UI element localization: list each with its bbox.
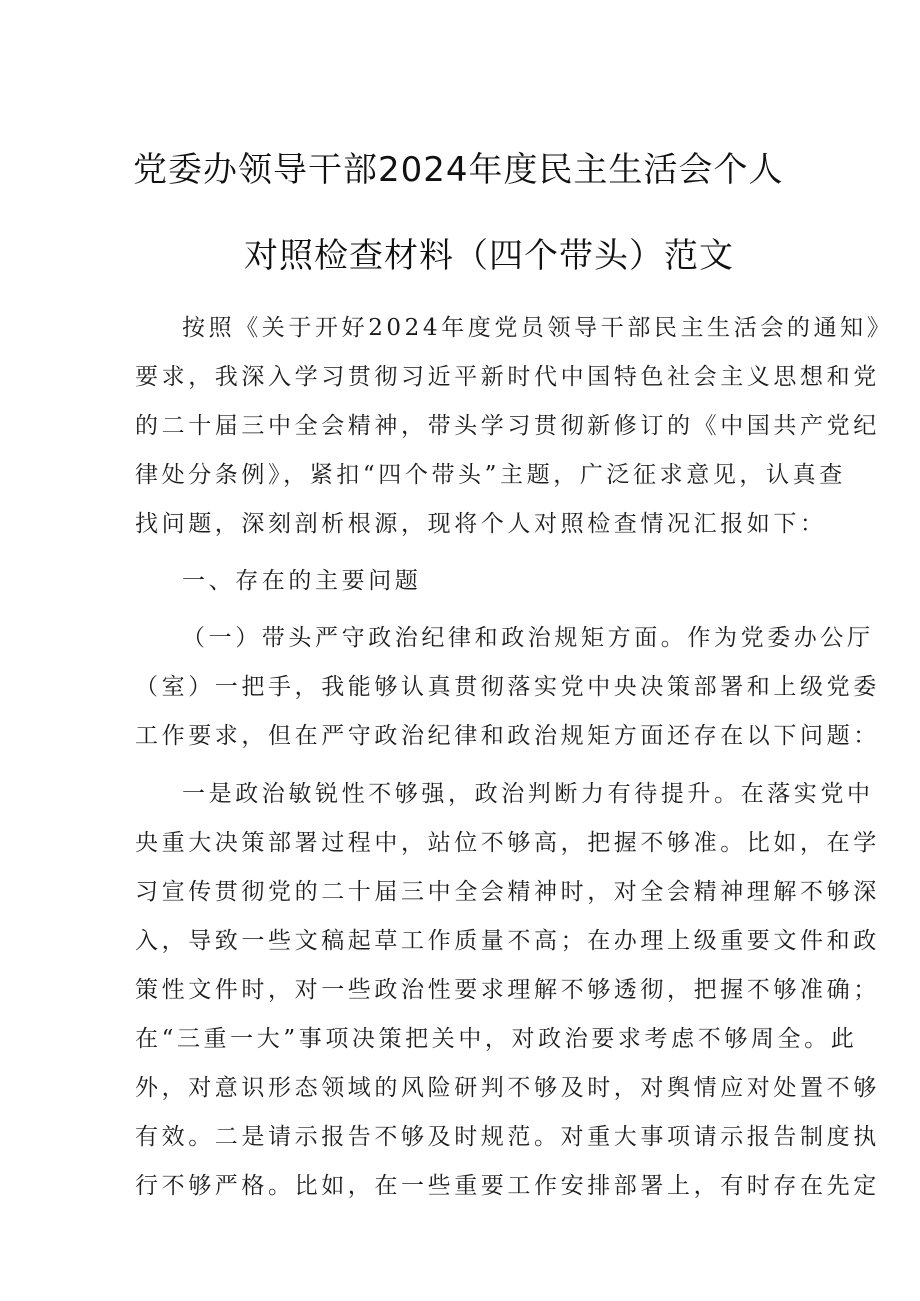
body-line-5: 策性文件时，对一些政治性要求理解不够透彻，把握不够准确； bbox=[135, 977, 880, 1003]
body-line-9: 行不够严格。比如，在一些重要工作安排部署上，有时存在先定 bbox=[135, 1173, 880, 1199]
body-line-6: 在“三重一大”事项决策把关中，对政治要求考虑不够周全。此 bbox=[135, 1026, 858, 1052]
intro-line-2: 要求，我深入学习贯彻习近平新时代中国特色社会主义思想和党 bbox=[135, 364, 880, 390]
body-line-7: 外，对意识形态领域的风险研判不够及时，对舆情应对处置不够 bbox=[135, 1075, 880, 1101]
document-title-line-2: 对照检查材料（四个带头）范文 bbox=[244, 236, 734, 276]
section-heading: 一、存在的主要问题 bbox=[182, 568, 422, 594]
body-line-1: 一是政治敏锐性不够强，政治判断力有待提升。在落实党中 bbox=[182, 781, 874, 807]
subsection-line-1: （一）带头严守政治纪律和政治规矩方面。作为党委办公厅 bbox=[182, 625, 874, 651]
body-line-8: 有效。二是请示报告不够及时规范。对重大事项请示报告制度执 bbox=[135, 1124, 880, 1150]
intro-line-5: 找问题，深刻剖析根源，现将个人对照检查情况汇报如下： bbox=[135, 511, 827, 537]
intro-line-1: 按照《关于开好2024年度党员领导干部民主生活会的通知》 bbox=[182, 315, 894, 341]
subsection-line-3: 工作要求，但在严守政治纪律和政治规矩方面还存在以下问题： bbox=[135, 723, 880, 749]
intro-line-3: 的二十届三中全会精神，带头学习贯彻新修订的《中国共产党纪 bbox=[135, 413, 880, 439]
intro-line-4: 律处分条例》，紧扣“四个带头”主题，广泛征求意见，认真查 bbox=[135, 462, 846, 488]
body-line-2: 央重大决策部署过程中，站位不够高，把握不够准。比如，在学 bbox=[135, 830, 880, 856]
body-line-3: 习宣传贯彻党的二十届三中全会精神时，对全会精神理解不够深 bbox=[135, 879, 880, 905]
subsection-line-2: （室）一把手，我能够认真贯彻落实党中央决策部署和上级党委 bbox=[135, 674, 880, 700]
document-title-line-1: 党委办领导干部2024年度民主生活会个人 bbox=[133, 150, 784, 190]
body-line-4: 入，导致一些文稿起草工作质量不高；在办理上级重要文件和政 bbox=[135, 928, 880, 954]
